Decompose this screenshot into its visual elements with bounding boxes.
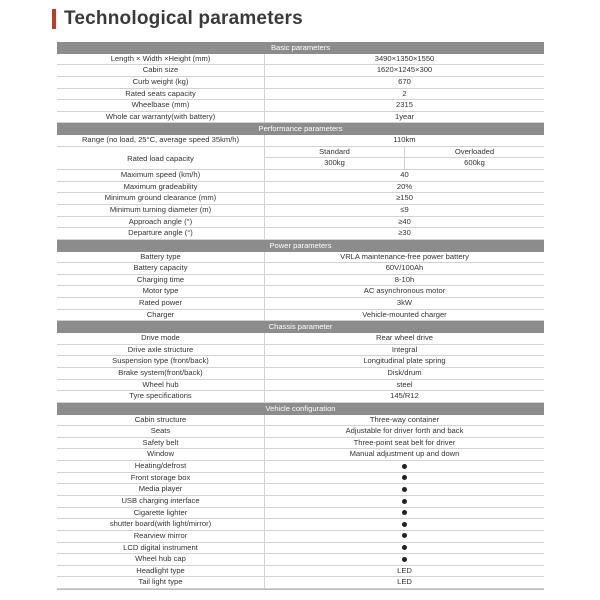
title-accent-bar (52, 9, 56, 29)
row-value: 1year (395, 111, 414, 121)
row-value: 2315 (396, 100, 413, 110)
row-label: Length × Width ×Height (mm) (57, 54, 265, 65)
row-value: Adjustable for driver forth and back (345, 426, 464, 436)
row-label: Brake system(front/back) (57, 368, 265, 379)
table-row (57, 484, 544, 496)
table-row (57, 356, 544, 368)
row-label: Battery type (57, 252, 265, 263)
row-value: 1620×1245×300 (376, 65, 433, 75)
table-row (57, 368, 544, 380)
table-row (57, 380, 544, 392)
section-chassis-rows (57, 333, 544, 403)
table-row (57, 89, 544, 101)
table-row (57, 449, 544, 461)
page-title-block (52, 8, 303, 30)
row-label: Rated power (57, 298, 265, 309)
row-label: Battery capacity (57, 263, 265, 274)
row-value: 8-10h (394, 274, 415, 284)
overloaded-value: 600kg (464, 158, 485, 168)
row-label: Suspension type (front/back) (57, 356, 265, 367)
table-row (57, 426, 544, 438)
row-label: shutter board(with light/mirror) (57, 519, 265, 530)
row-value: Disk/drum (387, 367, 422, 377)
row-label: Heating/defrost (57, 461, 265, 472)
table-row (57, 519, 544, 531)
load-headers (265, 147, 544, 159)
row-label: Front storage box (57, 473, 265, 484)
row-label: Rated load capacity (57, 147, 265, 169)
table-row (57, 438, 544, 450)
row-label: Tail light type (57, 577, 265, 588)
table-row (57, 415, 544, 427)
feature-included-dot (265, 531, 544, 542)
table-row (57, 310, 544, 322)
row-label: Minimum ground clearance (mm) (57, 193, 265, 204)
row-label: Curb weight (kg) (57, 77, 265, 88)
table-row (57, 205, 544, 217)
table-row (57, 217, 544, 229)
standard-value: 300kg (265, 158, 405, 169)
table-row (57, 252, 544, 264)
row-value: LED (397, 565, 412, 575)
load-split (265, 147, 544, 169)
table-row (57, 543, 544, 555)
section-header-basic: Basic parameters (57, 42, 544, 54)
row-value: Integral (391, 344, 418, 354)
section-header-chassis: Chassis parameter (57, 321, 544, 333)
table-row (57, 461, 544, 473)
bullet-dot-icon (402, 499, 407, 504)
feature-included-dot (265, 519, 544, 530)
row-value: 670 (398, 76, 411, 86)
row-value: ≥150 (396, 193, 413, 203)
row-label: Seats (57, 426, 265, 437)
standard-label: Standard (265, 147, 405, 158)
row-value: ≤9 (400, 204, 409, 214)
row-label: Departure angle (°) (57, 228, 265, 239)
row-label: Wheel hub cap (57, 554, 265, 565)
section-performance-rows (57, 170, 544, 240)
row-value: Three-way container (369, 414, 440, 424)
section-header-vehicle: Vehicle configuration (57, 403, 544, 415)
overloaded-label: Overloaded (454, 146, 495, 156)
table-row (57, 566, 544, 578)
row-value: 3490×1350×1550 (374, 53, 435, 63)
table-row (57, 496, 544, 508)
row-label: Wheel hub (57, 380, 265, 391)
feature-included-dot (265, 496, 544, 507)
row-value: Manual adjustment up and down (349, 449, 460, 459)
table-row (57, 193, 544, 205)
row-label: Rearview mirror (57, 531, 265, 542)
row-label: Range (no load, 25°C, average speed 35km/h) (57, 135, 265, 146)
section-vehicle-rows (57, 415, 544, 591)
table-row (57, 135, 544, 147)
bullet-dot-icon (402, 475, 407, 480)
row-value: Vehicle-mounted charger (362, 309, 447, 319)
table-row (57, 65, 544, 77)
row-label: Maximum speed (km/h) (57, 170, 265, 181)
table-row (57, 170, 544, 182)
row-value: Longitudinal plate spring (363, 356, 446, 366)
row-label: Safety belt (57, 438, 265, 449)
row-label: Maximum gradeability (57, 182, 265, 193)
table-row (57, 531, 544, 543)
bullet-dot-icon (402, 522, 407, 527)
bullet-dot-icon (402, 487, 407, 492)
bullet-dot-icon (402, 464, 407, 469)
row-label: Approach angle (°) (57, 217, 265, 228)
table-row (57, 100, 544, 112)
bullet-dot-icon (402, 533, 407, 538)
parameters-table (57, 42, 544, 590)
table-row (57, 577, 544, 589)
row-label: Drive axle structure (57, 345, 265, 356)
table-row (57, 286, 544, 298)
table-row (57, 554, 544, 566)
table-row (57, 112, 544, 124)
row-value: 3kW (396, 298, 413, 308)
row-label: Cabin structure (57, 415, 265, 426)
row-value: Three-point seat belt for driver (353, 437, 456, 447)
row-label: Charging time (57, 275, 265, 286)
row-value: steel (396, 379, 413, 389)
row-value: ≥40 (398, 216, 411, 226)
row-label: Cabin size (57, 65, 265, 76)
bullet-dot-icon (402, 510, 407, 515)
row-label: Tyre specifications (57, 391, 265, 402)
bullet-dot-icon (402, 557, 407, 562)
feature-included-dot (265, 543, 544, 554)
table-row (57, 345, 544, 357)
table-row (57, 275, 544, 287)
bullet-dot-icon (402, 545, 407, 550)
table-row (57, 77, 544, 89)
table-row-load (57, 147, 544, 170)
section-power-rows (57, 252, 544, 322)
row-label: Whole car warranty(with battery) (57, 112, 265, 123)
feature-included-dot (265, 461, 544, 472)
row-value: VRLA maintenance-free power battery (340, 251, 469, 261)
row-label: Charger (57, 310, 265, 321)
section-basic-rows (57, 54, 544, 124)
table-row (57, 228, 544, 240)
row-value: LED (397, 577, 412, 587)
table-row (57, 263, 544, 275)
row-label: Motor type (57, 286, 265, 297)
row-label: Media player (57, 484, 265, 495)
row-label: Window (57, 449, 265, 460)
page-title: Technological parameters (64, 8, 303, 29)
row-label: Rated seats capacity (57, 89, 265, 100)
load-values (265, 158, 544, 169)
table-row (57, 333, 544, 345)
feature-included-dot (265, 473, 544, 484)
table-row (57, 182, 544, 194)
section-header-power: Power parameters (57, 240, 544, 252)
row-label: Drive mode (57, 333, 265, 344)
row-label: USB charging interface (57, 496, 265, 507)
feature-included-dot (265, 484, 544, 495)
row-label: Minimum turning diameter (m) (57, 205, 265, 216)
table-row (57, 54, 544, 66)
table-row (57, 508, 544, 520)
row-value: ≥30 (398, 228, 411, 238)
row-value: 40 (400, 170, 409, 180)
section-header-performance: Performance parameters (57, 123, 544, 135)
table-row (57, 298, 544, 310)
row-label: LCD digital instrument (57, 543, 265, 554)
table-row (57, 391, 544, 403)
row-value: Rear wheel drive (376, 333, 433, 343)
row-value: AC asynchronous motor (363, 286, 446, 296)
row-value: 60V/100Ah (385, 263, 424, 273)
row-value: 110km (393, 135, 416, 145)
table-row (57, 473, 544, 485)
feature-included-dot (265, 554, 544, 565)
row-value: 2 (402, 88, 407, 98)
row-label: Cigarette lighter (57, 508, 265, 519)
row-label: Wheelbase (mm) (57, 100, 265, 111)
feature-included-dot (265, 508, 544, 519)
row-label: Headlight type (57, 566, 265, 577)
row-value: 145/R12 (390, 391, 419, 401)
row-value: 20% (396, 181, 413, 191)
